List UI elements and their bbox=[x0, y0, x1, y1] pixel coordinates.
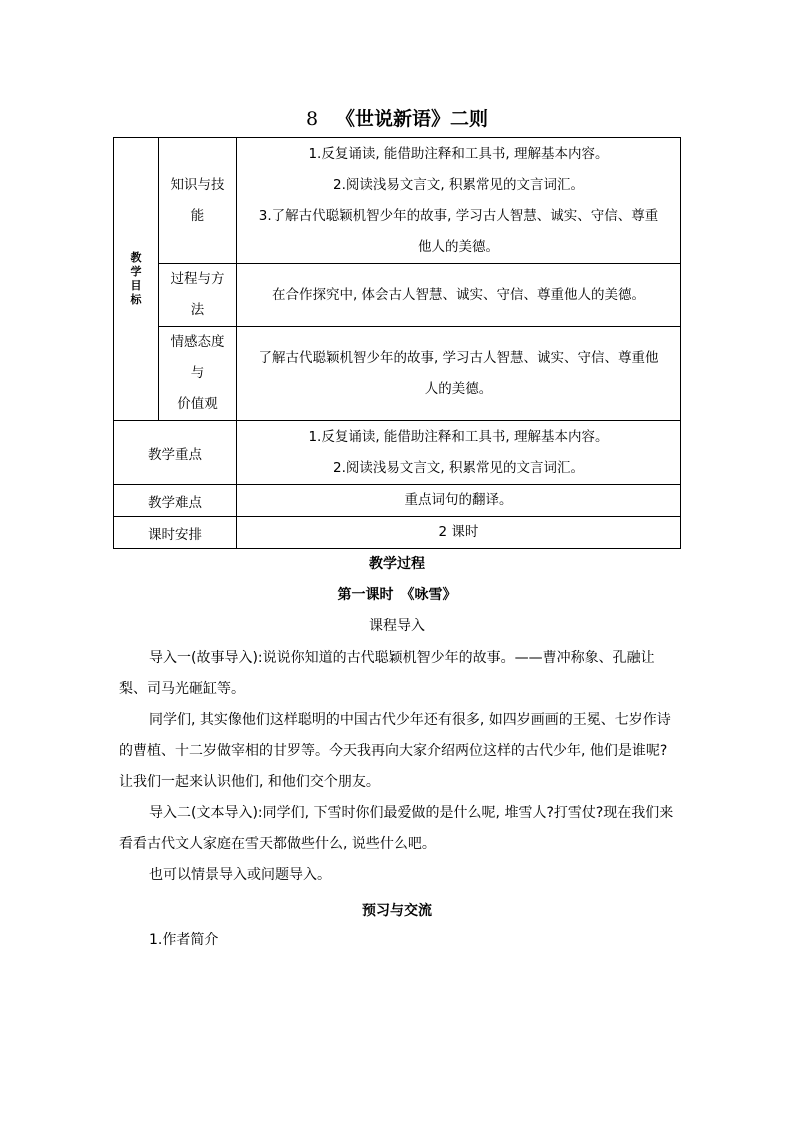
row-content-knowledge: 1.反复诵读, 能借助注释和工具书, 理解基本内容。 2.阅读浅易文言文, 积累常见的文言词汇。 3.了解古代聪颖机智少年的故事, 学习古人智慧、诚实、守信、尊重 他人的美德。 bbox=[237, 138, 681, 264]
row-content-process: 在合作探究中, 体会古人智慧、诚实、守信、尊重他人的美德。 bbox=[237, 264, 681, 327]
page-title bbox=[0, 104, 794, 131]
difficulty-content: 重点词句的翻译。 bbox=[237, 485, 681, 517]
intro-heading: 课程导入 bbox=[369, 618, 425, 634]
paragraph-intro-2: 同学们, 其实像他们这样聪明的中国古代少年还有很多, 如四岁画画的王冕、七岁作诗的曹植、十二岁做宰相的甘罗等。今天我再向大家介绍两位这样的古代少年, 他们是谁呢?让我们一起来认识他们, 和他们交个朋友。 bbox=[119, 712, 671, 790]
row-label-emotion: 情感态度 与 价值观 bbox=[159, 327, 237, 421]
row-content-emotion: 了解古代聪颖机智少年的故事, 学习古人智慧、诚实、守信、尊重他 人的美德。 bbox=[237, 327, 681, 421]
row-label-process: 过程与方 法 bbox=[159, 264, 237, 327]
table-row bbox=[114, 138, 681, 264]
key-points-label: 教学重点 bbox=[114, 421, 237, 485]
schedule-label: 课时安排 bbox=[114, 517, 237, 549]
key-points-content: 1.反复诵读, 能借助注释和工具书, 理解基本内容。 2.阅读浅易文言文, 积累常见的文言词汇。 bbox=[237, 421, 681, 485]
table-row bbox=[114, 264, 681, 327]
lesson-number: 8 bbox=[305, 108, 319, 130]
process-heading: 教学过程 bbox=[369, 556, 425, 572]
table-row bbox=[114, 421, 681, 485]
paragraph-intro-4: 也可以情景导入或问题导入。 bbox=[149, 867, 331, 883]
teaching-goals-label: 教 学 目 标 bbox=[114, 138, 159, 421]
table-row bbox=[114, 485, 681, 517]
table-row bbox=[114, 517, 681, 549]
item-author-intro: 1.作者简介 bbox=[149, 932, 219, 948]
paragraph-intro-3: 导入二(文本导入):同学们, 下雪时你们最爱做的是什么呢, 堆雪人?打雪仗?现在我们来看看古代文人家庭在雪天都做些什么, 说些什么吧。 bbox=[119, 805, 674, 852]
table-row bbox=[114, 327, 681, 421]
schedule-content: 2 课时 bbox=[237, 517, 681, 549]
preview-heading: 预习与交流 bbox=[362, 903, 432, 919]
paragraph-intro-1: 导入一(故事导入):说说你知道的古代聪颖机智少年的故事。——曹冲称象、孔融让梨、司马光砸缸等。 bbox=[119, 650, 655, 697]
difficulty-label: 教学难点 bbox=[114, 485, 237, 517]
row-label-knowledge: 知识与技 能 bbox=[159, 138, 237, 264]
teaching-plan-table bbox=[113, 137, 681, 549]
lesson-title: 《世说新语》二则 bbox=[336, 108, 489, 130]
lesson-heading: 第一课时 《咏雪》 bbox=[337, 587, 457, 603]
